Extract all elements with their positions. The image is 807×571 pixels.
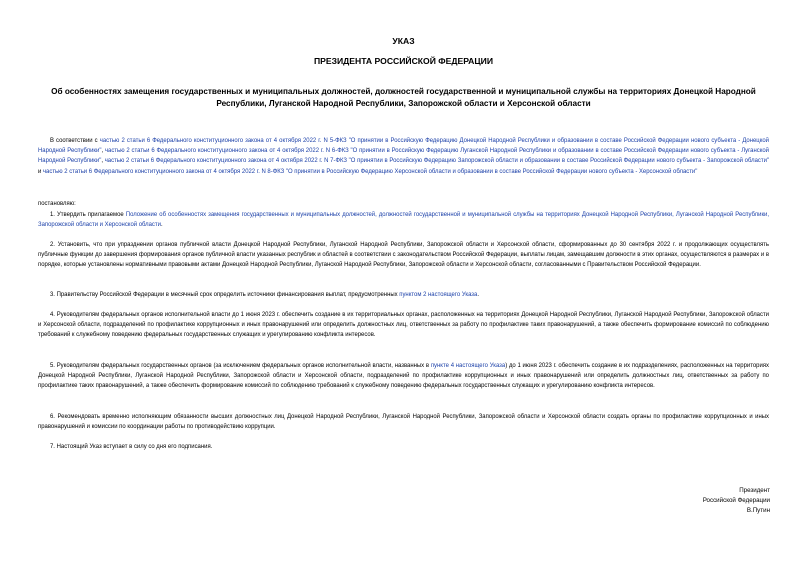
item-2	[38, 240, 769, 271]
item-7	[38, 442, 769, 452]
document-title: Об особенностях замещения государственных и муниципальных должностей, должностей государственной и муниципальной службы на территориях Донецкой Народной Республики, Луганской Народной Республики, Запорожской области и Херсонской области	[51, 87, 756, 108]
law-link-5fkz[interactable]: частью 2 статьи 6 Федерального конституционного закона от 4 октября 2022 г. N 5-ФКЗ "О принятии в Российскую Федерацию Донецкой Народной Республики и образовании в составе Российской Федерации нового субъекта - Донецкой Народной Республики"	[38, 138, 769, 155]
preamble-paragraph	[38, 136, 769, 177]
item-4-text: 4. Руководителям федеральных органов исполнительной власти до 1 июня 2023 г. обеспечить создание в их территориальных органах, расположенных на территориях Донецкой Народной Республики, Луганской Народной Республики, Запорожской области и Херсонской области, подразделений по профилактике коррупционных и иных правонарушений или определить должностных лиц, ответственных за работу по профилактике таких правонарушений, а также обеспечить формирование комиссий по соблюдению требований к служебному поведению федеральных государственных служащих и урегулированию конфликта интересов.	[38, 312, 769, 339]
item-2-text: 2. Установить, что при упразднении органов публичной власти Донецкой Народной Республики, Луганской Народной Республики, Запорожской области и Херсонской области, сформированных до 30 сентября 2022 г. и продолжающих осуществлять публичные функции до завершения формирования органов публичной власти указанных республик и областей в соответствии с законодательством Российской Федерации, выплаты лицам, замещавшим должности в этих органах, осуществляются в размерах и в порядке, которые установлены нормативными правовыми актами Донецкой Народной Республики, Луганской Народной Республики, Запорожской области и Херсонской области, согласованными с Правительством Российской Федерации.	[38, 242, 769, 269]
preamble-text-4: и	[38, 168, 43, 175]
signature-title: Президент	[739, 487, 770, 494]
item-6	[38, 412, 769, 432]
decree-heading: УКАЗ	[392, 36, 415, 46]
item-3	[38, 290, 769, 300]
item-1-text: 1. Утвердить прилагаемое	[50, 212, 126, 218]
item-5-text-end: ) до 1 июня 2023 г. обеспечить создание в их подразделениях, расположенных на территориях Донецкой Народной Республики, Луганской Народной Республики, Запорожской области и Херсонской области, подразделений по профилактике коррупционных и иных правонарушений или определить должностных лиц, ответственных за работу по профилактике таких правонарушений, а также обеспечить формирование комиссий по соблюдению требований к служебному поведению федеральных государственных служащих и урегулированию конфликта интересов.	[38, 363, 769, 390]
item-3-end: .	[477, 292, 479, 298]
item-1	[38, 210, 769, 230]
item-2-reference-link[interactable]: пунктом 2 настоящего Указа	[399, 292, 478, 298]
signature-office: Российской Федерации	[702, 497, 770, 505]
item-6-text: 6. Рекомендовать временно исполняющим обязанности высших должностных лиц Донецкой Народной Республики, Луганской Народной Республики, Запорожской области и Херсонской области создать органы по профилактике коррупционных и иных правонарушений и комиссии по координации работы по противодействию коррупции.	[38, 414, 769, 431]
president-heading: ПРЕЗИДЕНТА РОССИЙСКОЙ ФЕДЕРАЦИИ	[313, 56, 494, 66]
item-4-reference-link[interactable]: пункте 4 настоящего Указа	[430, 363, 506, 369]
preamble-text-2: ,	[101, 148, 105, 155]
item-7-text: 7. Настоящий Указ вступает в силу со дня его подписания.	[50, 444, 213, 450]
law-link-6fkz[interactable]: частью 2 статьи 6 Федерального конституционного закона от 4 октября 2022 г. N 6-ФКЗ "О принятии в Российскую Федерацию Луганской Народной Республики и образовании в составе Российской Федерации нового субъекта - Луганской Народной Республики"	[38, 148, 770, 165]
item-3-text: 3. Правительству Российской Федерации в месячный срок определить источники финансирования выплат, предусмотренных	[50, 292, 400, 298]
item-4	[38, 310, 769, 341]
item-5-text: 5. Руководителям федеральных государственных органов (за исключением федеральных органов исполнительной власти, названных в	[50, 363, 431, 369]
law-link-8fkz[interactable]: частью 2 статьи 6 Федерального конституционного закона от 4 октября 2022 г. N 8-ФКЗ "О принятии в Российскую Федерацию Херсонской области и образовании в составе Российской Федерации нового субъекта - Херсонской области"	[42, 168, 698, 175]
law-link-7fkz[interactable]: частью 2 статьи 6 Федерального конституционного закона от 4 октября 2022 г. N 7-ФКЗ "О принятии в Российскую Федерацию Запорожской области и образовании в составе Российской Федерации нового субъекта - Запорожской области"	[104, 158, 769, 165]
item-5	[38, 361, 769, 392]
preamble-text-3: ,	[101, 158, 105, 165]
signature-name: В.Путин	[746, 507, 770, 515]
signature-block	[703, 486, 770, 517]
regulation-link[interactable]: Положение об особенностях замещения государственных и муниципальных должностей, должностей государственной и муниципальной службы на территориях Донецкой Народной Республики, Луганской Народной Республики, Запорожской области и Херсонской области	[38, 212, 770, 229]
decree-word: постановляю:	[38, 201, 76, 207]
preamble-text-1: В соответствии с	[50, 138, 100, 144]
item-1-end: .	[160, 222, 163, 229]
